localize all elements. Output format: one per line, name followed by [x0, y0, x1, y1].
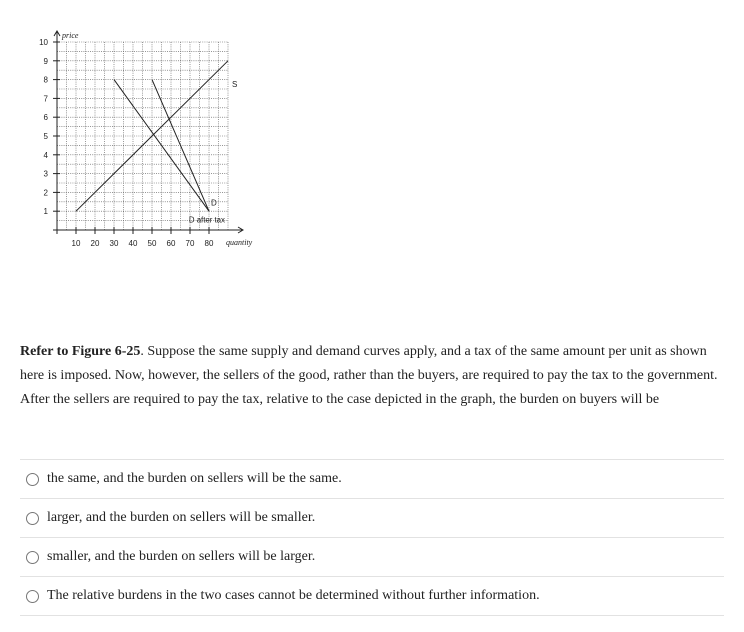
y-axis-title: price	[62, 31, 79, 40]
y-tick-label: 7	[43, 94, 48, 104]
answer-choices	[20, 459, 724, 616]
y-tick-label: 6	[43, 113, 48, 123]
curve-label-s: S	[232, 80, 238, 90]
question-body: . Suppose the same supply and demand curves apply, and a tax of the same amount per unit as shown here is imposed. Now, however, the sellers of the good, rather than the buyers, are required to pay the tax to the government. After the sellers are required to pay the tax, relative to the case depicted in the graph, the burden on buyers will be	[20, 344, 718, 407]
x-tick-label: 20	[90, 239, 100, 248]
curve-label-d: D	[211, 198, 217, 208]
curve-label-d-after-tax: D after tax	[188, 215, 225, 225]
question-text	[20, 340, 726, 412]
radio-button-icon[interactable]	[26, 590, 39, 603]
choice-a[interactable]	[20, 460, 724, 499]
radio-button-icon[interactable]	[26, 551, 39, 564]
y-tick-label: 3	[43, 169, 48, 179]
y-tick-label: 5	[43, 132, 48, 141]
x-tick-label: 30	[109, 239, 119, 248]
curve-labels	[189, 80, 237, 224]
x-tick-label: 40	[128, 239, 138, 248]
x-tick-label: 10	[71, 239, 81, 248]
figure-6-25-graph	[0, 0, 300, 260]
x-axis-title: quantity	[226, 238, 253, 247]
y-tick-label: 1	[43, 207, 48, 217]
choice-label: the same, and the burden on sellers will be the same.	[47, 471, 342, 486]
y-tick-label: 4	[43, 150, 48, 160]
choice-label: smaller, and the burden on sellers will be larger.	[47, 549, 316, 564]
radio-button-icon[interactable]	[26, 512, 39, 525]
choice-d[interactable]	[20, 577, 724, 616]
choice-label: The relative burdens in the two cases cannot be determined without further information.	[47, 588, 540, 603]
x-tick-label: 50	[147, 239, 157, 248]
x-tick-label: 70	[185, 239, 195, 248]
y-tick-label: 2	[43, 188, 48, 198]
choice-label: larger, and the burden on sellers will be smaller.	[47, 510, 316, 525]
choice-b[interactable]	[20, 499, 724, 538]
figure-reference: Refer to Figure 6-25	[20, 344, 141, 359]
x-tick-label: 60	[166, 239, 176, 248]
x-tick-label: 80	[204, 239, 214, 248]
y-tick-label: 9	[43, 56, 48, 66]
radio-button-icon[interactable]	[26, 473, 39, 486]
choice-c[interactable]	[20, 538, 724, 577]
chart-ticks	[39, 38, 214, 248]
y-tick-label: 8	[43, 75, 48, 85]
y-tick-label: 10	[39, 38, 48, 47]
